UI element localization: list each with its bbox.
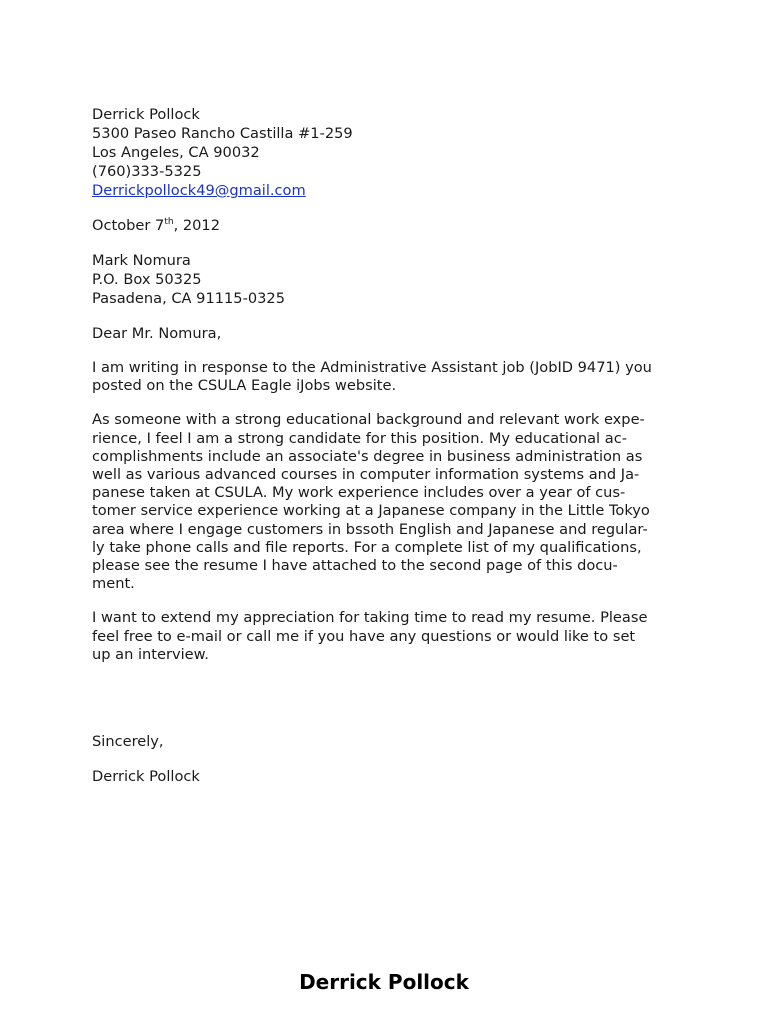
sender-phone: (760)333-5325 — [92, 163, 202, 180]
paragraph-1 — [92, 359, 692, 395]
paragraph-line: rience, I feel I am a strong candidate for this position. My educational ac- — [92, 429, 627, 447]
date-year: , 2012 — [173, 217, 220, 234]
paragraph-line: area where I engage customers in bssoth English and Japanese and regular- — [92, 520, 648, 538]
paragraph-line: up an interview. — [92, 645, 209, 663]
paragraph-line: ment. — [92, 575, 135, 593]
sender-address-line1: 5300 Paseo Rancho Castilla #1-259 — [92, 125, 353, 142]
signature-name: Derrick Pollock — [92, 768, 200, 786]
date-line — [92, 216, 692, 235]
signature-block — [92, 767, 692, 786]
paragraph-line: panese taken at CSULA. My work experience includes over a year of cus- — [92, 484, 626, 502]
paragraph-line: please see the resume I have attached to the second page of this docu- — [92, 557, 618, 575]
paragraph-line: As someone with a strong educational background and relevant work expe- — [92, 411, 645, 429]
recipient-name: Mark Nomura — [92, 252, 191, 269]
sender-email-link[interactable]: Derrickpollock49@gmail.com — [92, 182, 306, 199]
paragraph-line: feel free to e-mail or call me if you have any questions or would like to set — [92, 627, 636, 645]
paragraph-line: I am writing in response to the Administrative Assistant job (JobID 9471) you — [92, 359, 652, 376]
paragraph-line: ly take phone calls and file reports. For a complete list of my qualifications, — [92, 538, 642, 556]
recipient-address-line2: Pasadena, CA 91115-0325 — [92, 290, 285, 307]
spacer — [92, 680, 692, 732]
closing-block — [92, 732, 692, 751]
cover-letter — [92, 105, 692, 802]
date-month-day: October 7 — [92, 217, 165, 234]
salutation-block — [92, 324, 692, 343]
sender-address-line2: Los Angeles, CA 90032 — [92, 144, 260, 161]
resume-heading-name: Derrick Pollock — [299, 970, 469, 994]
paragraph-line: posted on the CSULA Eagle iJobs website. — [92, 377, 397, 395]
sender-block — [92, 105, 692, 200]
paragraph-line: well as various advanced courses in computer information systems and Ja- — [92, 466, 640, 484]
recipient-block — [92, 251, 692, 308]
recipient-address-line1: P.O. Box 50325 — [92, 271, 202, 288]
paragraph-line: tomer service experience working at a Japanese company in the Little Tokyo — [92, 502, 650, 520]
date-suffix: th — [164, 217, 174, 228]
paragraph-2 — [92, 411, 692, 593]
paragraph-3 — [92, 609, 692, 664]
closing: Sincerely, — [92, 733, 164, 751]
salutation: Dear Mr. Nomura, — [92, 325, 222, 342]
paragraph-line: complishments include an associate's degree in business administration as — [92, 447, 643, 465]
paragraph-line: I want to extend my appreciation for taking time to read my resume. Please — [92, 609, 648, 627]
sender-name: Derrick Pollock — [92, 106, 200, 123]
